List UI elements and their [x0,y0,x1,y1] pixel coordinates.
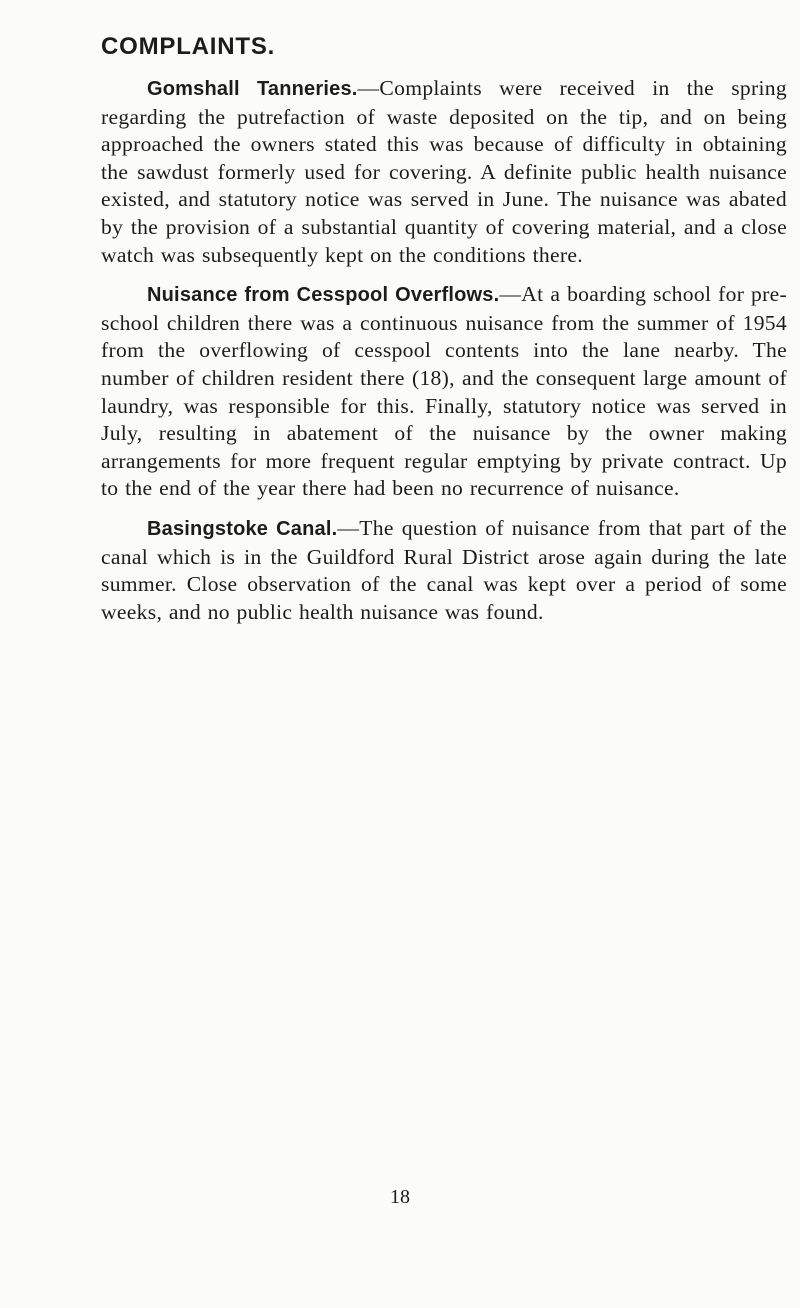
section-heading: COMPLAINTS. [101,33,276,60]
paragraph-text: —Complaints were received in the spring regarding the putrefaction of waste deposited on the tip, and on being approached the owners stated this was because of difficulty in obtaining the sawdust formerly used for covering. A definite public health nuisance existed, and statutory notice was served in June. The nuisance was abated by the provision of a substantial quantity of covering material, and a close watch was subsequently kept on the conditions there. [101,76,787,267]
paragraph-title: Basingstoke Canal. [147,517,338,540]
paragraph-gomshall-tanneries [101,75,787,269]
paragraph-basingstoke-canal [101,515,787,626]
paragraph-text: —The question of nuisance from that part of the canal which is in the Guildford Rural District arose again during the late summer. Close observation of the canal was kept over a period of some weeks, and no public health nuisance was found. [101,515,787,624]
paragraph-title: Nuisance from Cesspool Overflows. [147,284,500,307]
paragraph-text: —At a boarding school for pre-school children there was a continuous nuisance from the summer of 1954 from the overflowing of cesspool contents into the lane nearby. The number of children resident there (18), and the consequent large amount of laundry, was responsible for this. Finally, statutory notice was served in July, resulting in abatement of the nuisance by the owner making arrangements for more frequent regular emptying by private contract. Up to the end of the year there had been no recurrence of nuisance. [101,282,788,501]
page-number: 18 [390,1186,410,1208]
paragraph-title: Gomshall Tanneries. [147,78,358,100]
body-text [101,75,787,638]
paragraph-cesspool-overflows [101,281,787,503]
